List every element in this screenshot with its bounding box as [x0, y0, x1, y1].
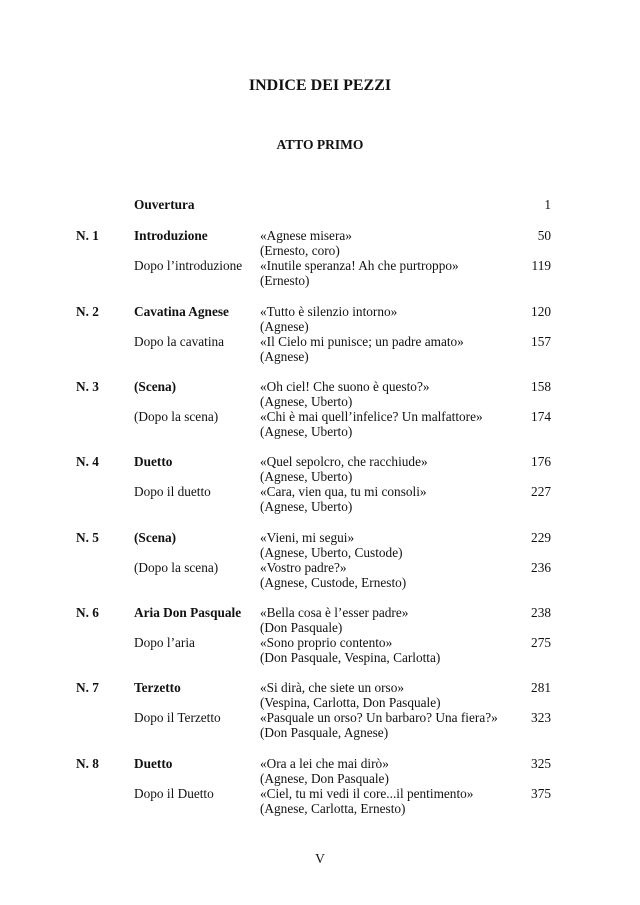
piece-title: Dopo il Duetto [134, 786, 214, 801]
piece-title: Cavatina Agnese [134, 304, 229, 319]
page-number: 157 [531, 334, 551, 349]
page-number: 323 [531, 710, 551, 725]
number-group [0, 379, 640, 439]
characters: (Ernesto, coro) [260, 243, 340, 258]
overture-row [0, 197, 640, 212]
incipit [260, 454, 510, 484]
characters: (Ernesto) [260, 273, 310, 288]
incipit [260, 710, 510, 740]
incipit [260, 409, 510, 439]
incipit [260, 756, 510, 786]
number-group [0, 756, 640, 816]
number-label: N. 8 [76, 756, 99, 771]
incipit-text: «Cara, vien qua, tu mi consoli» [260, 484, 427, 499]
incipit-text: «Bella cosa è l’esser padre» [260, 605, 409, 620]
piece-title: Dopo l’aria [134, 635, 195, 650]
page-number: 238 [531, 605, 551, 620]
incipit [260, 334, 510, 364]
index-entry [0, 530, 640, 560]
piece-title: Dopo il Terzetto [134, 710, 221, 725]
characters: (Vespina, Carlotta, Don Pasquale) [260, 695, 441, 710]
piece-title: Duetto [134, 454, 173, 469]
index-entry [0, 258, 640, 288]
index-entry [0, 334, 640, 364]
page-number: 120 [531, 304, 551, 319]
piece-title: (Scena) [134, 530, 177, 545]
page-number: 119 [531, 258, 551, 273]
act-heading: ATTO PRIMO [276, 137, 364, 152]
page-number: 229 [531, 530, 551, 545]
index-entry [0, 560, 640, 590]
incipit-text: «Si dirà, che siete un orso» [260, 680, 405, 695]
page-number: 375 [531, 786, 551, 801]
index-entry [0, 635, 640, 665]
characters: (Agnese, Carlotta, Ernesto) [260, 801, 406, 816]
index-entry [0, 710, 640, 740]
page-title: INDICE DEI PEZZI [248, 77, 392, 94]
piece-title: Dopo il duetto [134, 484, 211, 499]
index-entry [0, 786, 640, 816]
incipit-text: «Ora a lei che mai dirò» [260, 756, 389, 771]
number-label: N. 1 [76, 228, 99, 243]
incipit-text: «Pasquale un orso? Un barbaro? Una fiera?» [260, 710, 498, 725]
incipit [260, 680, 510, 710]
characters: (Agnese, Custode, Ernesto) [260, 575, 407, 590]
index-entry [0, 680, 640, 710]
number-group [0, 530, 640, 590]
incipit [260, 560, 510, 590]
index-entry [0, 379, 640, 409]
number-group [0, 228, 640, 288]
folio-page-number: V [315, 851, 325, 866]
characters: (Agnese, Uberto) [260, 424, 353, 439]
incipit-text: «Inutile speranza! Ah che purtroppo» [260, 258, 459, 273]
index-entry [0, 454, 640, 484]
incipit [260, 228, 510, 258]
page-number: 174 [531, 409, 551, 424]
incipit-text: «Il Cielo mi punisce; un padre amato» [260, 334, 464, 349]
characters: (Agnese, Uberto, Custode) [260, 545, 403, 560]
page-number: 275 [531, 635, 551, 650]
index-entry [0, 756, 640, 786]
incipit [260, 635, 510, 665]
page-number: 227 [531, 484, 551, 499]
incipit-text: «Sono proprio contento» [260, 635, 393, 650]
number-label: N. 4 [76, 454, 99, 469]
characters: (Don Pasquale, Vespina, Carlotta) [260, 650, 441, 665]
characters: (Agnese, Don Pasquale) [260, 771, 389, 786]
piece-title: (Dopo la scena) [134, 409, 219, 424]
piece-title: Duetto [134, 756, 173, 771]
number-label: N. 2 [76, 304, 99, 319]
characters: (Don Pasquale) [260, 620, 343, 635]
number-group [0, 454, 640, 514]
page-number: 176 [531, 454, 551, 469]
incipit-text: «Oh ciel! Che suono è questo?» [260, 379, 430, 394]
number-label: N. 7 [76, 680, 99, 695]
incipit [260, 786, 510, 816]
incipit-text: «Vieni, mi segui» [260, 530, 355, 545]
index-entry [0, 605, 640, 635]
incipit [260, 379, 510, 409]
characters: (Agnese, Uberto) [260, 499, 353, 514]
index-table [0, 197, 640, 832]
number-group [0, 605, 640, 665]
characters: (Agnese) [260, 319, 309, 334]
characters: (Agnese) [260, 349, 309, 364]
number-label: N. 6 [76, 605, 99, 620]
number-group [0, 680, 640, 740]
piece-title: Terzetto [134, 680, 181, 695]
index-entry [0, 304, 640, 334]
overture-label: Ouvertura [134, 197, 195, 212]
number-label: N. 3 [76, 379, 99, 394]
piece-title: Dopo l’introduzione [134, 258, 243, 273]
piece-title: (Dopo la scena) [134, 560, 219, 575]
incipit [260, 530, 510, 560]
index-entry [0, 228, 640, 258]
incipit-text: «Vostro padre?» [260, 560, 347, 575]
page-number: 158 [531, 379, 551, 394]
incipit-text: «Quel sepolcro, che racchiude» [260, 454, 428, 469]
page-number: 1 [544, 197, 551, 212]
index-entry [0, 409, 640, 439]
page-number: 281 [531, 680, 551, 695]
incipit [260, 258, 510, 288]
page-number: 236 [531, 560, 551, 575]
page-number: 50 [537, 228, 551, 243]
index-entry [0, 484, 640, 514]
piece-title: Aria Don Pasquale [134, 605, 242, 620]
incipit [260, 304, 510, 334]
page-number: 325 [531, 756, 551, 771]
piece-title: Introduzione [134, 228, 208, 243]
characters: (Agnese, Uberto) [260, 469, 353, 484]
incipit [260, 605, 510, 635]
incipit-text: «Ciel, tu mi vedi il core...il pentimento» [260, 786, 474, 801]
piece-title: (Scena) [134, 379, 177, 394]
characters: (Don Pasquale, Agnese) [260, 725, 389, 740]
number-label: N. 5 [76, 530, 99, 545]
number-group [0, 304, 640, 364]
incipit [260, 484, 510, 514]
characters: (Agnese, Uberto) [260, 394, 353, 409]
incipit-text: «Chi è mai quell’infelice? Un malfattore» [260, 409, 483, 424]
piece-title: Dopo la cavatina [134, 334, 225, 349]
incipit-text: «Tutto è silenzio intorno» [260, 304, 398, 319]
incipit-text: «Agnese misera» [260, 228, 352, 243]
